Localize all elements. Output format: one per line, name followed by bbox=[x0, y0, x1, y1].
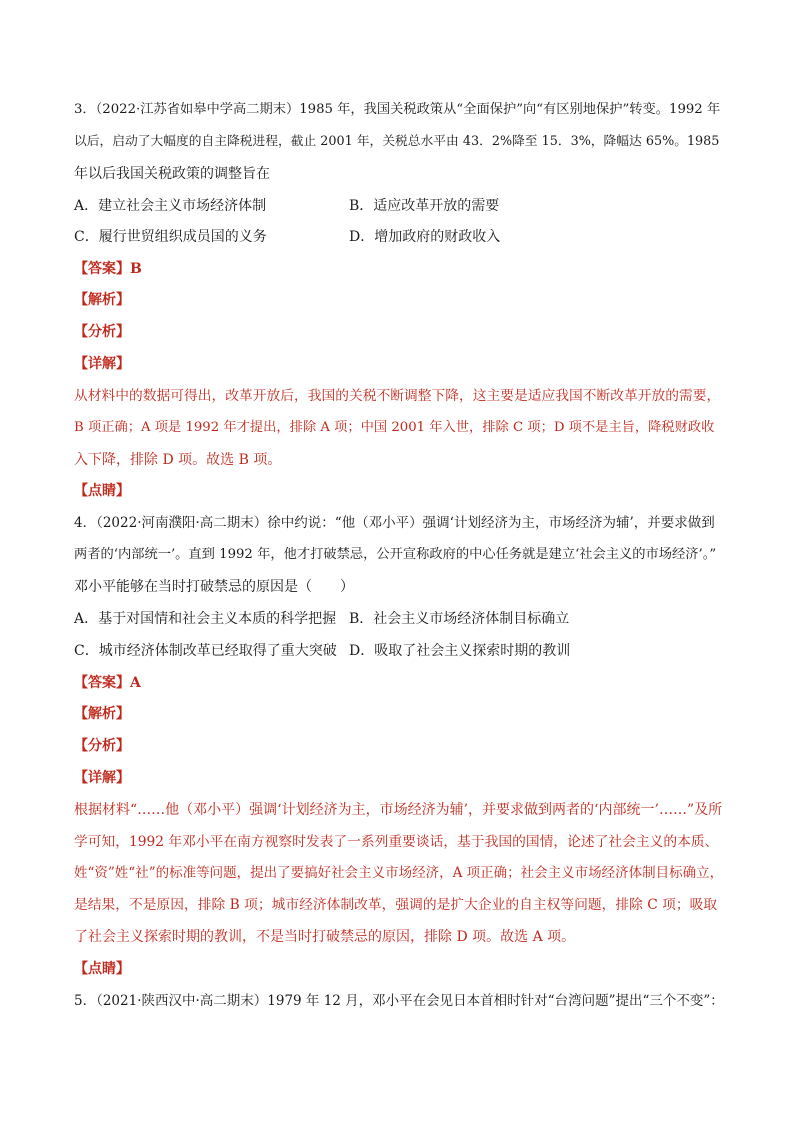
q3-answer: 【答案】B bbox=[74, 261, 142, 277]
q4-dianjing-heading: 【点睛】 bbox=[74, 961, 130, 977]
q4-option-d: D．吸取了社会主义探索时期的教训 bbox=[349, 643, 571, 659]
q4-xiangjie-heading: 【详解】 bbox=[74, 770, 130, 786]
q4-option-c: C．城市经济体制改革已经取得了重大突破 bbox=[74, 643, 337, 659]
q4-option-b: B．社会主义市场经济体制目标确立 bbox=[349, 611, 570, 627]
q3-detail-line: 入下降，排除 D 项。故选 B 项。 bbox=[74, 452, 282, 468]
q3-stem-line: 3．（2022·江苏省如皋中学高二期末）1985 年，我国关税政策从“全面保护”向“有区别地保护”转变。1992 年 bbox=[74, 102, 721, 117]
q4-stem-line: 两者的‘内部统一’。直到 1992 年，他才打破禁忌，公开宣称政府的中心任务就是建立‘社会主义的市场经济’。” bbox=[74, 547, 717, 562]
q4-jiexi-heading: 【解析】 bbox=[74, 706, 130, 722]
q3-option-d: D．增加政府的财政收入 bbox=[349, 229, 501, 245]
q4-detail-line: 是结果，不是原因，排除 B 项；城市经济体制改革，强调的是扩大企业的自主权等问题，排除 C 项；吸取 bbox=[74, 897, 718, 913]
q3-jiexi-heading: 【解析】 bbox=[74, 292, 130, 308]
q3-detail-line: B 项正确；A 项是 1992 年才提出，排除 A 项；中国 2001 年入世，排除 C 项；D 项不是主旨，降税财政收 bbox=[74, 420, 715, 435]
q4-fenxi-heading: 【分析】 bbox=[74, 738, 130, 754]
q4-stem-line: 4．（2022·河南濮阳·高二期末）徐中约说：“他（邓小平）强调‘计划经济为主，市场经济为辅’，并要求做到 bbox=[74, 515, 715, 531]
q4-detail-line: 了社会主义探索时期的教训，不是当时打破禁忌的原因，排除 D 项。故选 A 项。 bbox=[74, 929, 576, 945]
q4-detail-line: 姓“资”姓“社”的标准等问题，提出了要搞好社会主义市场经济，A 项正确；社会主义市场经济体制目标确立， bbox=[74, 865, 724, 881]
q5-stem-line: 5．（2021·陕西汉中·高二期末）1979 年 12 月，邓小平在会见日本首相时针对“台湾问题”提出“三个不变”： bbox=[74, 993, 724, 1009]
q3-option-c: C．履行世贸组织成员国的义务 bbox=[74, 229, 267, 245]
q4-answer: 【答案】A bbox=[74, 675, 141, 691]
q3-xiangjie-heading: 【详解】 bbox=[74, 356, 130, 372]
q3-option-b: B．适应改革开放的需要 bbox=[349, 198, 500, 214]
q3-stem-line: 年以后我国关税政策的调整旨在 bbox=[74, 166, 270, 182]
q3-stem-line: 以后，启动了大幅度的自主降税进程，截止 2001 年，关税总水平由 43．2%降至 15．3%，降幅达 65%。1985 bbox=[74, 134, 720, 149]
q4-detail-line: 学可知，1992 年邓小平在南方视察时发表了一系列重要谈话，基于我国的国情，论述了社会主义的本质、 bbox=[74, 834, 719, 850]
q4-stem-line: 邓小平能够在当时打破禁忌的原因是（ ） bbox=[74, 579, 354, 595]
q4-option-a: A．基于对国情和社会主义本质的科学把握 bbox=[74, 611, 337, 627]
q3-option-a: A．建立社会主义市场经济体制 bbox=[74, 198, 267, 214]
q3-fenxi-heading: 【分析】 bbox=[74, 324, 130, 340]
q4-detail-line: 根据材料“……他（邓小平）强调‘计划经济为主，市场经济为辅’，并要求做到两者的‘内部统一’……”及所 bbox=[74, 802, 723, 818]
q3-dianjing-heading: 【点睛】 bbox=[74, 483, 130, 499]
q3-detail-line: 从材料中的数据可得出，改革开放后，我国的关税不断调整下降，这主要是适应我国不断改革开放的需要， bbox=[74, 388, 721, 404]
